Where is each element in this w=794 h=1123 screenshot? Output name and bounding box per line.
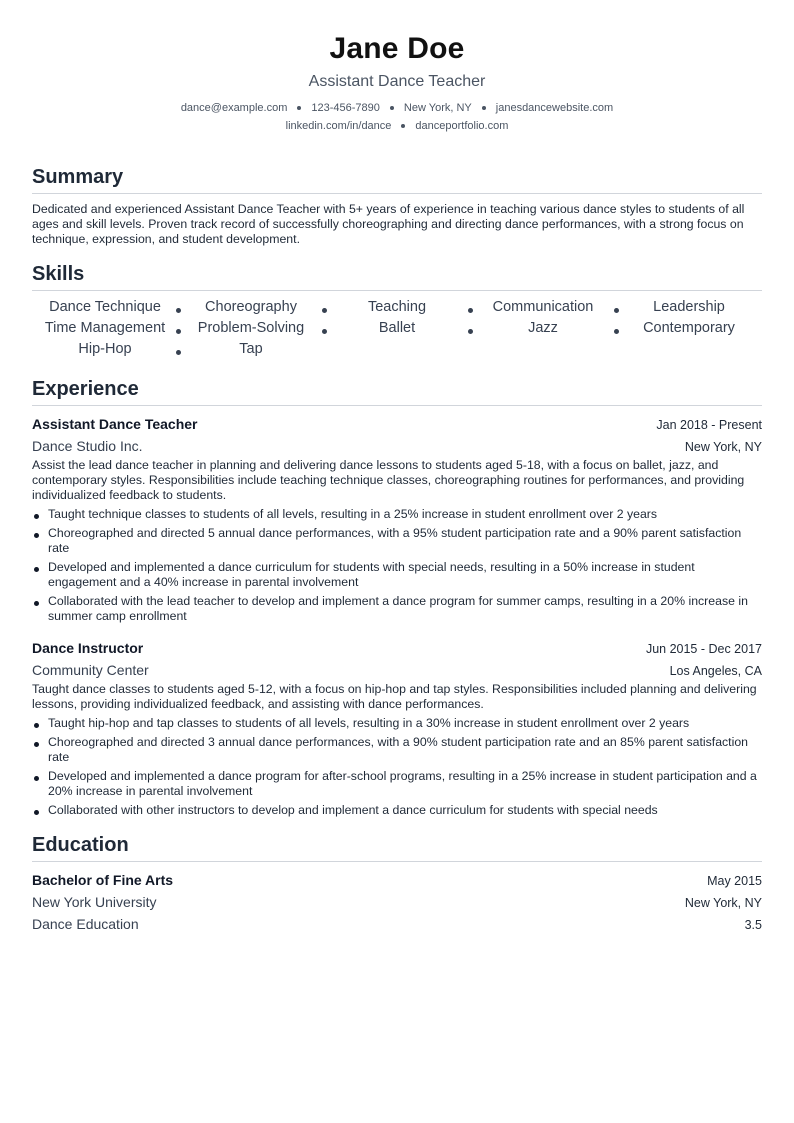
job-title-row	[32, 638, 762, 660]
education-degree-row	[32, 870, 762, 892]
skill-item	[32, 297, 178, 318]
skill-label: Communication	[492, 299, 594, 315]
achievement-text: Choreographed and directed 5 annual dance performances, with a 95% student participation rate and a 90% parent satisfaction rate	[48, 526, 742, 555]
job-company-row	[32, 660, 762, 682]
job-description: Taught dance classes to students aged 5-12, with a focus on hip-hop and tap styles. Responsibilities included planning and delivering lessons, providing individualized feedback, and assisting with dance performances.	[32, 682, 757, 711]
achievement-text: Developed and implemented a dance program for after-school programs, resulting in a 25% increase in student participation and a 20% increase in parental involvement	[48, 769, 757, 798]
achievement-text: Collaborated with the lead teacher to develop and implement a dance program for summer camps, resulting in a 20% increase in summer camp enrollment	[48, 594, 748, 623]
job-title: Assistant Dance Teacher	[32, 416, 198, 432]
experience-heading: Experience	[32, 377, 762, 406]
skill-item	[178, 339, 324, 360]
skill-label: Hip-Hop	[78, 341, 132, 357]
skill-item	[324, 297, 470, 318]
job-location: Los Angeles, CA	[669, 664, 762, 678]
skill-label: Contemporary	[643, 320, 735, 336]
summary-text: Dedicated and experienced Assistant Dance Teacher with 5+ years of experience in teaching various dance styles to students of all ages and skill levels. Proven track record of successfully choreographing and directing dance performances, with a strong focus on technique, expression, and student development.	[32, 202, 745, 246]
bullet-dot	[34, 723, 39, 728]
skill-item	[32, 318, 178, 339]
skill-label: Leadership	[653, 299, 725, 315]
school-location: New York, NY	[684, 896, 762, 910]
achievement-text: Developed and implemented a dance curriculum for students with special needs, resulting in a 50% increase in student engagement and a 40% increase in parental involvement	[48, 560, 695, 589]
skill-item	[324, 318, 470, 339]
separator-dot	[297, 106, 301, 110]
education-field-row	[32, 914, 762, 936]
achievement-text: Taught hip-hop and tap classes to students of all levels, resulting in a 30% increase in student enrollment over 2 years	[48, 716, 690, 730]
job-entry	[32, 638, 762, 818]
skill-label: Tap	[239, 341, 263, 357]
job-dates: Jan 2018 - Present	[656, 418, 762, 432]
skill-item	[616, 297, 762, 318]
achievement-item	[32, 769, 762, 799]
phone-text: 123-456-7890	[311, 102, 380, 114]
education-school-row	[32, 892, 762, 914]
achievement-item	[32, 735, 762, 765]
graduation-date: May 2015	[707, 874, 762, 888]
skill-item	[470, 318, 616, 339]
candidate-name: Jane Doe	[329, 32, 465, 65]
education-entry	[32, 870, 762, 936]
achievement-item	[32, 560, 762, 590]
portfolio-link[interactable]: danceportfolio.com	[415, 120, 509, 132]
skill-item	[178, 318, 324, 339]
job-achievements	[32, 507, 762, 624]
separator-dot	[390, 106, 394, 110]
separator-dot	[401, 124, 405, 128]
job-title: Dance Instructor	[32, 640, 144, 656]
website-link[interactable]: janesdancewebsite.com	[495, 102, 614, 114]
achievement-item	[32, 803, 762, 818]
resume-page	[32, 0, 762, 936]
job-company-row	[32, 436, 762, 458]
achievement-text: Collaborated with other instructors to develop and implement a dance curriculum for students with special needs	[48, 803, 658, 817]
skill-label: Dance Technique	[49, 299, 161, 315]
summary-heading: Summary	[32, 165, 762, 194]
field-of-study: Dance Education	[32, 916, 139, 932]
skill-label: Ballet	[378, 320, 416, 336]
skill-label: Time Management	[44, 320, 166, 336]
job-company: Community Center	[32, 662, 149, 678]
job-achievements	[32, 716, 762, 818]
bullet-dot	[34, 514, 39, 519]
bullet-dot	[34, 810, 39, 815]
candidate-role: Assistant Dance Teacher	[308, 73, 486, 90]
skills-heading: Skills	[32, 262, 762, 291]
job-entry	[32, 414, 762, 624]
skill-label: Problem-Solving	[197, 320, 305, 336]
bullet-dot	[34, 742, 39, 747]
achievement-text: Taught technique classes to students of all levels, resulting in a 25% increase in student enrollment over 2 years	[48, 507, 658, 521]
education-heading: Education	[32, 833, 762, 862]
skill-label: Jazz	[528, 320, 558, 336]
skill-item	[616, 318, 762, 339]
degree-name: Bachelor of Fine Arts	[32, 872, 174, 888]
bullet-dot	[34, 533, 39, 538]
gpa-value: 3.5	[744, 918, 762, 932]
achievement-item	[32, 507, 762, 522]
bullet-dot	[34, 567, 39, 572]
job-description: Assist the lead dance teacher in planning and delivering dance lessons to students aged 5-18, with a focus on ballet, jazz, and contemporary styles. Responsibilities include teaching technique classes, choreographing routines for performances, and providing individualized feedback to students.	[32, 458, 745, 502]
achievement-item	[32, 716, 762, 731]
achievement-item	[32, 526, 762, 556]
linkedin-link[interactable]: linkedin.com/in/dance	[285, 120, 392, 132]
skill-label: Teaching	[367, 299, 427, 315]
skill-item	[470, 297, 616, 318]
achievement-text: Choreographed and directed 3 annual dance performances, with a 90% student participation rate and an 85% parent satisfaction rate	[48, 735, 749, 764]
skill-item	[32, 339, 178, 360]
bullet-dot	[34, 776, 39, 781]
job-company: Dance Studio Inc.	[32, 438, 143, 454]
email-link[interactable]: dance@example.com	[180, 102, 288, 114]
separator-dot	[482, 106, 486, 110]
skill-label: Choreography	[205, 299, 297, 315]
achievement-item	[32, 594, 762, 624]
school-name: New York University	[32, 894, 157, 910]
job-location: New York, NY	[684, 440, 762, 454]
location-text: New York, NY	[403, 102, 472, 114]
resume-header	[32, 0, 762, 135]
contact-line-1	[32, 99, 762, 117]
job-dates: Jun 2015 - Dec 2017	[645, 642, 762, 656]
job-title-row	[32, 414, 762, 436]
bullet-dot	[34, 601, 39, 606]
contact-line-2	[32, 117, 762, 135]
skill-item	[178, 297, 324, 318]
skills-list	[32, 297, 762, 360]
